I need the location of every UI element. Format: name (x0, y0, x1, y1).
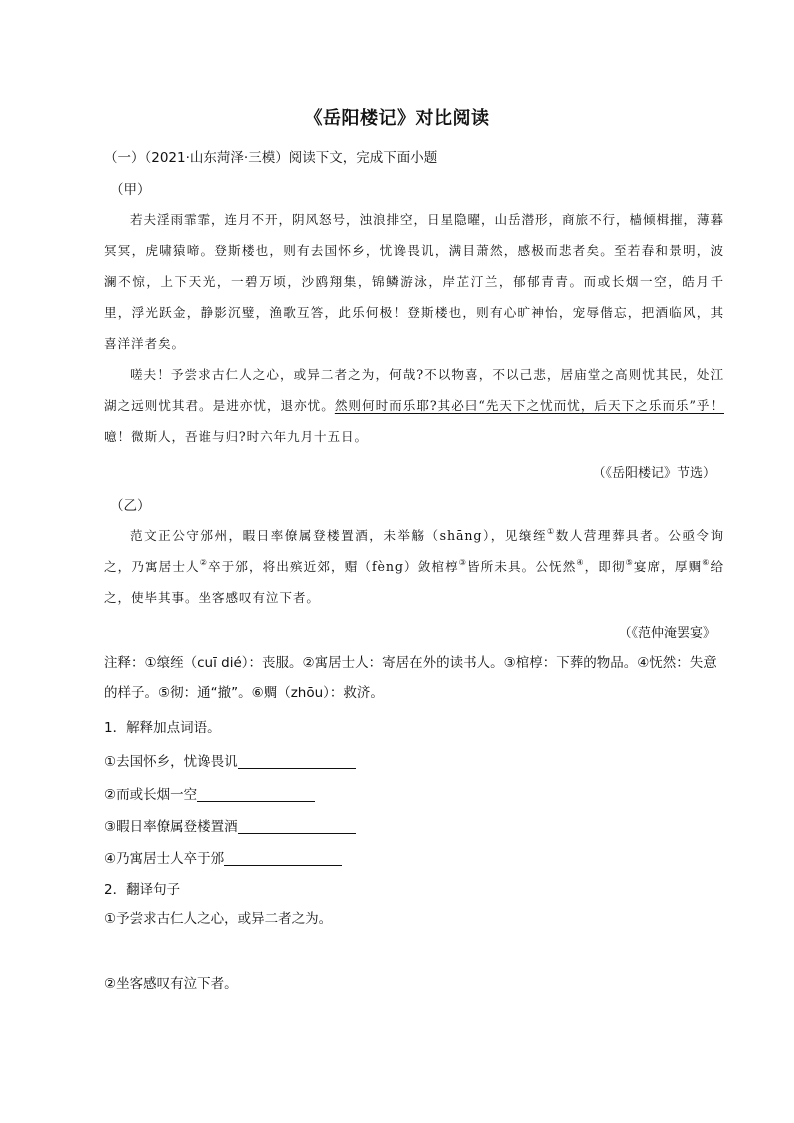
question-1-item-text: ④乃寓居士人卒于邠 (104, 851, 225, 867)
passage-jia-paragraph-1: 若夫淫雨霏霏，连月不开，阴风怒号，浊浪排空，日星隐曜，山岳潜形，商旅不行，樯倾楫摧，薄暮冥冥，虎啸猿啼。登斯楼也，则有去国怀乡，忧谗畏讥，满目萧然，感极而悲者矣。至若春和景明，波澜不惊，上下天光，一碧万顷，沙鸥翔集，锦鳞游泳，岸芷汀兰，郁郁青青。而或长烟一空，皓月千里，浮光跃金，静影沉璧，渔歌互答，此乐何极！登斯楼也，则有心旷神怡，宠辱偕忘，把酒临风，其喜洋洋者矣。 (104, 212, 724, 351)
passage-yi-text: 皆所未具。公怃然 (467, 559, 577, 574)
footnote-marker: ③ (458, 558, 467, 567)
question-2-item: ②坐客感叹有泣下者。 (104, 976, 238, 992)
question-1-item (104, 783, 315, 803)
passage-jia-text-end: 噫！微斯人，吾谁与归?时六年九月十五日。 (104, 429, 369, 444)
footnote-marker: ⑥ (702, 558, 711, 567)
source-citation-yi: （《范仲淹罢宴》 (618, 626, 716, 641)
source-citation-jia: （《岳阳楼记》节选） (592, 466, 716, 481)
passage-yi (104, 520, 724, 613)
underlined-sentence: 然则何时而乐耶?其必曰“先天下之忧而忧，后天下之乐而乐”乎！ (334, 398, 724, 413)
answer-blank[interactable] (238, 754, 356, 769)
question-1-item (104, 847, 342, 867)
passage-yi-text: 宴席，厚赒 (633, 559, 703, 574)
answer-blank[interactable] (238, 819, 356, 834)
question-2-item: ①予尝求古仁人之心，或异二者之为。 (104, 911, 333, 927)
passage-yi-text: 数人营理葬具者。公亟令询之，乃寓居士人 (104, 528, 724, 574)
annotations (104, 648, 724, 708)
section-heading: （一）（2021·山东菏泽·三模）阅读下文，完成下面小题 (104, 150, 438, 166)
footnote-marker: ⑤ (625, 558, 634, 567)
footnote-marker: ② (199, 558, 208, 567)
answer-blank[interactable] (224, 851, 342, 866)
passage-jia-text: 嗟夫！予尝求古仁人之心，或异二者之为，何哉?不以物喜，不以己悲，居庙堂之高则忧其民，处江湖之远则忧其君。是进亦忧，退亦忧。 (104, 367, 724, 413)
page-title: 《岳阳楼记》对比阅读 (304, 108, 490, 129)
question-1-item-text: ③暇日率僚属登楼置酒 (104, 819, 238, 835)
passage-jia-paragraph-2 (104, 359, 724, 452)
passage-yi-text: 范文正公守邠州，暇日率僚属登楼置酒，未举觞（shāng），见缞绖 (130, 528, 548, 543)
question-1-item-text: ②而或长烟一空 (104, 787, 198, 803)
passage-yi-label: （乙） (110, 498, 151, 514)
question-1-item-text: ①去国怀乡，忧谗畏讥 (104, 754, 238, 770)
passage-yi-text: 卒于邠，将出殡近郊，赗（fèng）敛棺椁 (207, 559, 459, 574)
passage-jia-label: （甲） (110, 182, 151, 198)
answer-blank[interactable] (197, 787, 315, 802)
question-1-title: 1．解释加点词语。 (104, 720, 221, 736)
footnote-marker: ④ (576, 558, 585, 567)
question-2-title: 2．翻译句子 (104, 882, 181, 898)
annotations-text: 注释：①缞绖（cuī dié）：丧服。②寓居士人：寄居在外的读书人。③棺椁：下葬的物品。④怃然：失意的样子。⑤彻：通“撤”。⑥赒（zhōu）：救济。 (104, 655, 717, 701)
question-1-item (104, 750, 356, 770)
passage-yi-paragraph (104, 520, 724, 613)
footnote-marker: ① (547, 527, 556, 536)
passage-yi-text: 给之，使毕其事。坐客感叹有泣下者。 (104, 559, 724, 605)
passage-jia (104, 204, 724, 452)
question-1-item (104, 815, 356, 835)
passage-yi-text: ，即彻 (584, 559, 626, 574)
